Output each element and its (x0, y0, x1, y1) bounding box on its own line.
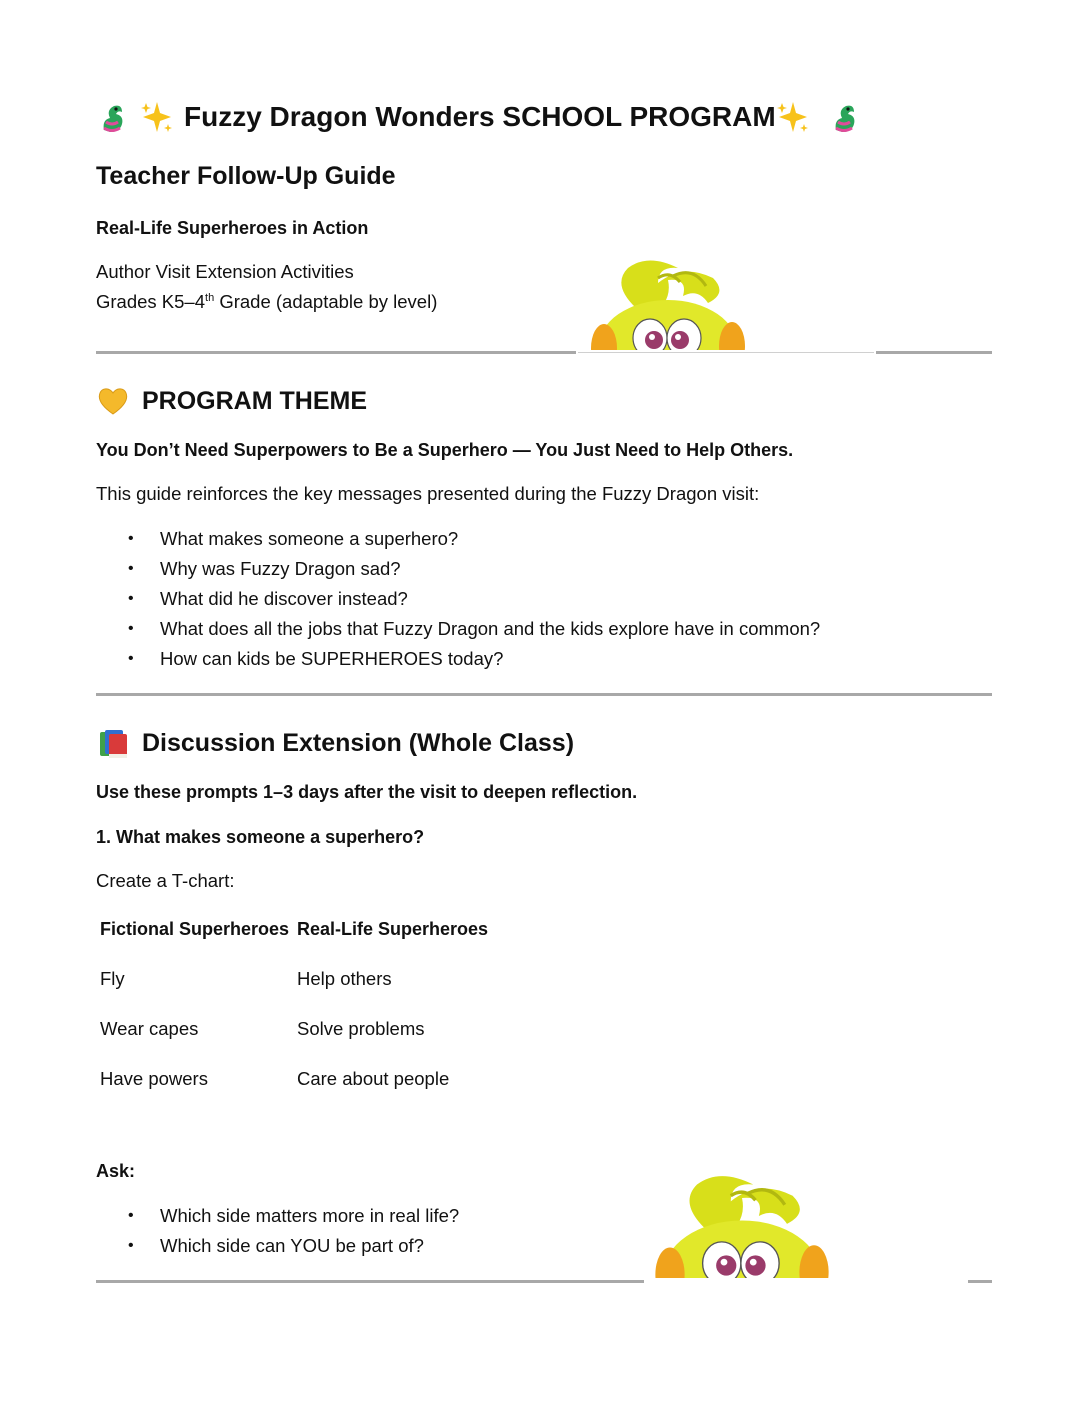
tchart-intro: Create a T-chart: (96, 870, 235, 891)
list-item: • Why was Fuzzy Dragon sad? (96, 554, 820, 584)
theme-heading-text: PROGRAM THEME (142, 386, 367, 415)
divider (96, 693, 992, 696)
tagline: Real-Life Superheroes in Action (96, 218, 369, 238)
subtitle: Teacher Follow-Up Guide (96, 162, 396, 190)
discussion-heading-text: Discussion Extension (Whole Class) (142, 728, 575, 757)
title-text: Fuzzy Dragon Wonders SCHOOL PROGRAM (184, 101, 776, 132)
discussion-heading (96, 726, 574, 760)
grades-line (96, 291, 437, 313)
tchart-cell: Have powers (100, 1068, 208, 1089)
list-item: • Which side can YOU be part of? (96, 1231, 459, 1261)
ask-label: Ask: (96, 1161, 136, 1181)
books-icon (96, 726, 130, 760)
tchart-cell: Help others (297, 968, 392, 989)
dragon-icon (828, 100, 862, 134)
meta-line: Author Visit Extension Activities (96, 261, 354, 282)
theme-heading (96, 384, 367, 418)
tchart-cell: Wear capes (100, 1018, 199, 1039)
tchart-header-fictional: Fictional Superheroes (100, 919, 290, 939)
tchart-cell: Care about people (297, 1068, 450, 1089)
sparkles-icon (776, 100, 810, 134)
list-item: • What does all the jobs that Fuzzy Dragon and the kids explore have in common? (96, 614, 820, 644)
grades-prefix: Grades K5–4 (96, 291, 206, 312)
dragon-icon (96, 100, 130, 134)
tchart-cell: Fly (100, 968, 125, 989)
theme-bullet-list (96, 524, 820, 674)
list-item: • What makes someone a superhero? (96, 524, 820, 554)
theme-intro: This guide reinforces the key messages presented during the Fuzzy Dragon visit: (96, 483, 760, 504)
divider (96, 351, 576, 354)
tchart-cell: Solve problems (297, 1018, 425, 1039)
ask-bullet-list (96, 1201, 459, 1261)
divider (578, 352, 874, 353)
tchart-header-real-life: Real-Life Superheroes (297, 919, 489, 939)
list-item: • Which side matters more in real life? (96, 1201, 459, 1231)
list-item: • What did he discover instead? (96, 584, 820, 614)
fuzzy-dragon-illustration (588, 248, 748, 350)
grades-suffix: Grade (adaptable by level) (214, 291, 438, 312)
grades-sup: th (205, 291, 215, 304)
discussion-instructions: Use these prompts 1–3 days after the visit to deepen reflection. (96, 782, 638, 802)
divider (876, 351, 992, 354)
divider (96, 1280, 644, 1283)
sparkles-icon (140, 100, 174, 134)
divider (968, 1280, 992, 1283)
document-title (96, 100, 862, 134)
list-item: • How can kids be SUPERHEROES today? (96, 644, 820, 674)
question-heading: 1. What makes someone a superhero? (96, 827, 425, 847)
fuzzy-dragon-illustration (652, 1162, 832, 1278)
yellow-heart-icon (96, 384, 130, 418)
theme-motto: You Don’t Need Superpowers to Be a Superhero — You Just Need to Help Others. (96, 440, 794, 460)
